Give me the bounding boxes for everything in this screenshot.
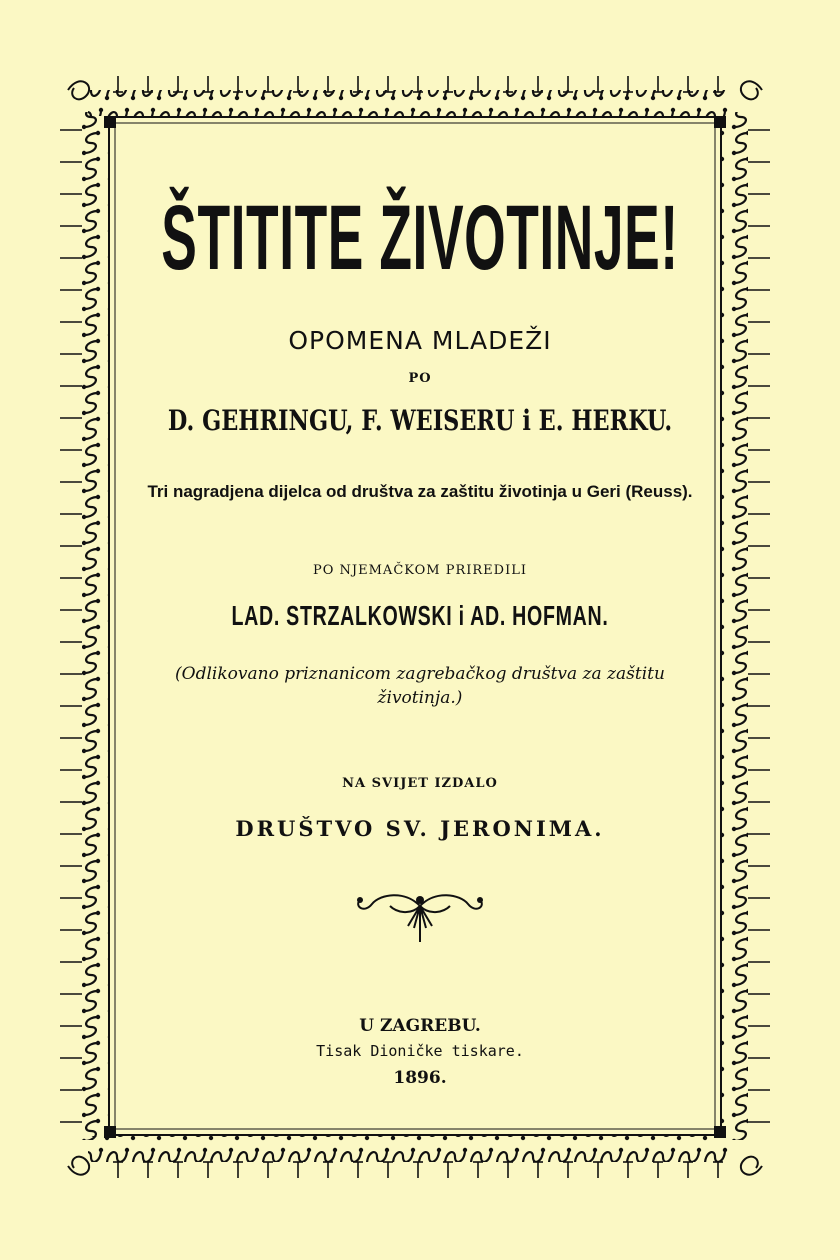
published-by-label: NA SVIJET IZDALO xyxy=(342,776,498,791)
publisher-name: DRUŠTVO SV. JERONIMA. xyxy=(235,816,605,841)
book-title: ŠTITITE ŽIVOTINJE! xyxy=(161,187,679,289)
floral-vignette-icon xyxy=(350,886,490,946)
prize-note: Tri nagradjena dijelca od društva za zaštitu životinja u Geri (Reuss). xyxy=(147,482,693,501)
by-label: PO xyxy=(408,371,432,386)
editors-line: LAD. STRZALKOWSKI i AD. HOFMAN. xyxy=(231,600,609,631)
authors-line: D. GEHRINGU, F. WEISERU i E. HERKU. xyxy=(167,404,673,437)
year-line: 1896. xyxy=(393,1068,447,1088)
adapted-from-label: PO NJEMAČKOM PRIREDILI xyxy=(313,563,527,578)
award-note: (Odlikovano priznanicom zagrebačkog društva za zaštitu životinja.) xyxy=(175,664,665,708)
title-page-content xyxy=(128,140,712,1140)
printer-line: Tisak Dioničke tiskare. xyxy=(316,1042,524,1060)
city-line: U ZAGREBU. xyxy=(359,1016,481,1036)
book-subtitle: OPOMENA MLADEŽI xyxy=(288,326,552,355)
